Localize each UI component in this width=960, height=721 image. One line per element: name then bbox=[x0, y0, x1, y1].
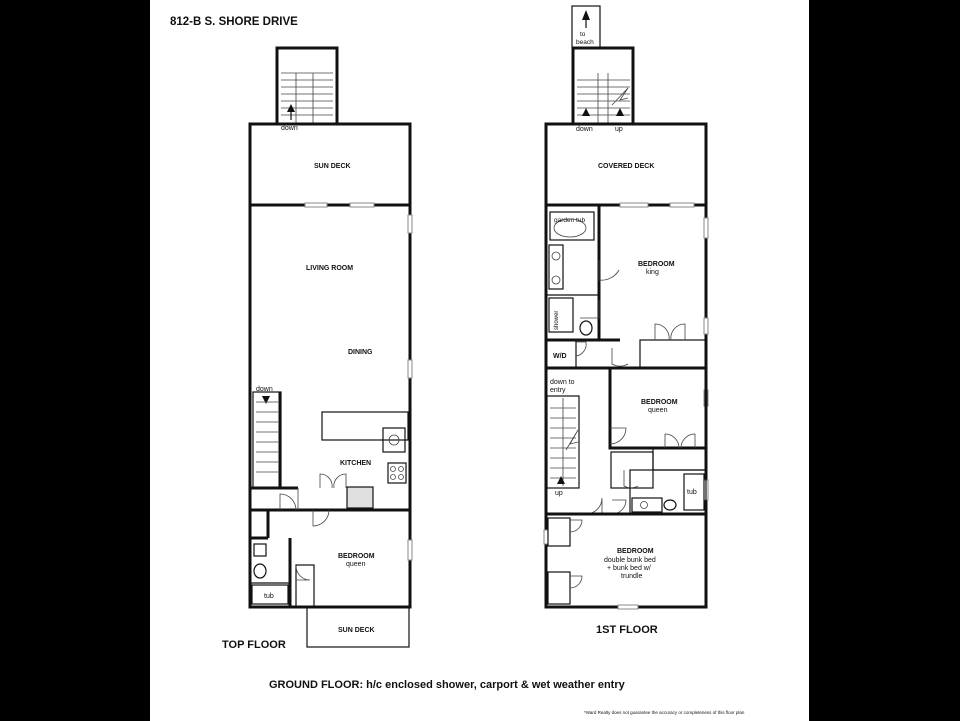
sun-deck-lower-label: SUN DECK bbox=[338, 627, 375, 634]
top-tub-label: tub bbox=[264, 593, 274, 600]
closet bbox=[548, 572, 570, 604]
down-arrow-icon bbox=[582, 108, 590, 116]
sun-deck-upper-label: SUN DECK bbox=[314, 163, 351, 170]
to-beach-label-2: beach bbox=[576, 39, 594, 46]
window bbox=[408, 540, 412, 560]
top-floor-plan bbox=[222, 48, 412, 651]
shower-label: shower bbox=[554, 310, 560, 330]
closet bbox=[296, 565, 314, 607]
toilet-icon bbox=[664, 500, 676, 510]
door-swing bbox=[280, 494, 296, 510]
bunk-bedroom-label: BEDROOM bbox=[617, 548, 654, 555]
side-stair-down-label: down bbox=[256, 386, 273, 393]
ground-floor-note: GROUND FLOOR: h/c enclosed shower, carport & wet weather entry bbox=[269, 679, 625, 691]
window bbox=[408, 215, 412, 233]
bathroom-sink-icon bbox=[254, 544, 266, 556]
pantry-door bbox=[320, 474, 332, 488]
up-arrow-icon bbox=[616, 108, 624, 116]
dining-label: DINING bbox=[348, 349, 373, 356]
bunk-line-1: double bunk bed bbox=[604, 557, 656, 564]
window bbox=[670, 203, 694, 207]
side-stair-treads bbox=[256, 402, 278, 472]
garden-tub-label: garden tub bbox=[554, 217, 586, 224]
kitchen-label: KITCHEN bbox=[340, 460, 372, 467]
door-swing bbox=[313, 510, 329, 526]
first-floor-plan bbox=[544, 6, 708, 636]
toilet-icon bbox=[254, 564, 266, 578]
plan-title: 812-B S. SHORE DRIVE bbox=[170, 16, 298, 28]
kitchen-island bbox=[347, 487, 373, 508]
window bbox=[408, 360, 412, 378]
bunk-line-3: trundle bbox=[621, 573, 643, 580]
window bbox=[305, 203, 327, 207]
floor-plan-drawing bbox=[150, 0, 809, 721]
toilet-icon bbox=[580, 321, 592, 335]
king-closet bbox=[640, 340, 706, 368]
to-beach-label-1: to bbox=[580, 31, 586, 38]
queen-closet bbox=[653, 448, 706, 470]
vanity bbox=[632, 498, 662, 512]
shower-stall bbox=[549, 298, 573, 332]
top-stair-enclosure bbox=[277, 48, 337, 124]
top-floor-heading: TOP FLOOR bbox=[222, 639, 286, 651]
down-to-entry-label-2: entry bbox=[550, 387, 566, 394]
bedroom-king-label: BEDROOM bbox=[638, 261, 675, 268]
door-swing bbox=[599, 260, 619, 280]
bunk-line-2: + bunk bed w/ bbox=[607, 565, 651, 572]
bedroom-queen-label: BEDROOM bbox=[641, 399, 678, 406]
window bbox=[618, 605, 638, 609]
side-stair-enclosure bbox=[253, 392, 281, 488]
kitchen-counter bbox=[322, 412, 408, 440]
window bbox=[704, 318, 708, 334]
bedroom-king-size: king bbox=[646, 269, 659, 276]
hall-tub-label: tub bbox=[687, 489, 697, 496]
window bbox=[350, 203, 374, 207]
first-stair-up-label: up bbox=[615, 126, 623, 133]
window bbox=[704, 218, 708, 238]
first-floor-heading: 1ST FLOOR bbox=[596, 624, 658, 636]
down-arrow-icon bbox=[262, 396, 270, 404]
first-stair-down-label: down bbox=[576, 126, 593, 133]
entry-stair-treads bbox=[550, 398, 578, 486]
living-room-label: LIVING ROOM bbox=[306, 265, 354, 272]
first-stair-enclosure bbox=[573, 48, 633, 124]
entry-stair-up-label: up bbox=[555, 490, 563, 497]
closet bbox=[548, 518, 570, 546]
top-stair-treads bbox=[281, 73, 333, 123]
down-to-entry-label-1: down to bbox=[550, 379, 575, 386]
window bbox=[620, 203, 648, 207]
top-stair-down-label: down bbox=[281, 125, 298, 132]
first-floor-outline bbox=[546, 205, 706, 607]
covered-deck-label: COVERED DECK bbox=[598, 163, 655, 170]
top-bedroom-size: queen bbox=[346, 561, 366, 568]
stove-icon bbox=[388, 463, 406, 483]
wd-label: W/D bbox=[553, 353, 567, 360]
top-bedroom-label: BEDROOM bbox=[338, 553, 375, 560]
bedroom-queen-size: queen bbox=[648, 407, 668, 414]
floor-plan-sheet bbox=[150, 0, 809, 721]
disclaimer: *Ward Realty does not guarantee the accuracy or completeness of this floor plan bbox=[584, 710, 745, 715]
up-arrow-icon bbox=[557, 476, 565, 484]
